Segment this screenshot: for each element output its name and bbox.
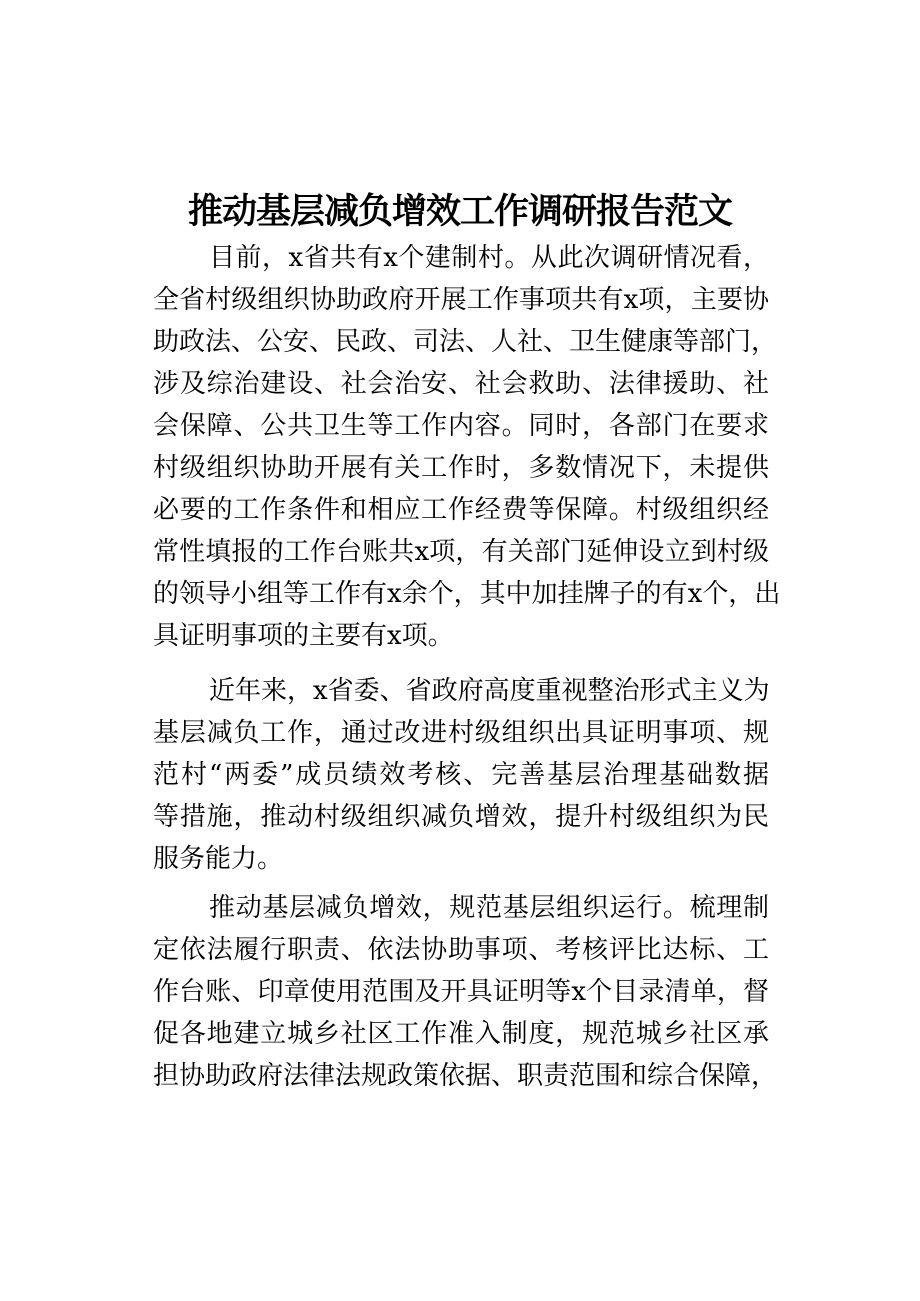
paragraph-line: 村级组织协助开展有关工作时，多数情况下，未提供 [153,453,769,483]
paragraph-line: 会保障、公共卫生等工作内容。同时，各部门在要求 [153,411,769,441]
paragraph-line: 助政法、公安、民政、司法、人社、卫生健康等部门， [153,327,778,357]
paragraph-line: 推动基层减负增效，规范基层组织运行。梳理制 [209,893,769,923]
paragraph-line: 促各地建立城乡社区工作准入制度，规范城乡社区承 [153,1019,769,1049]
paragraph-line: 常性填报的工作台账共x项，有关部门延伸设立到村级 [153,537,769,567]
paragraph-line: 具证明事项的主要有x项。 [153,621,454,651]
paragraph-line: 全省村级组织协助政府开展工作事项共有x项，主要协 [153,285,769,315]
paragraph-line: 服务能力。 [153,844,284,874]
paragraph-line: 定依法履行职责、依法协助事项、考核评比达标、工 [153,935,769,965]
paragraph-2 [153,670,769,880]
document-title: 推动基层减负增效工作调研报告范文 [187,192,732,232]
paragraph-line: 必要的工作条件和相应工作经费等保障。村级组织经 [153,495,769,525]
paragraph-3 [153,887,778,1097]
paragraph-line: 目前，x省共有x个建制村。从此次调研情况看， [209,243,769,273]
paragraph-line: 近年来，x省委、省政府高度重视整治形式主义为 [209,676,770,706]
paragraph-line: 担协助政府法律法规政策依据、职责范围和综合保障， [153,1061,778,1091]
paragraph-1 [153,237,781,657]
paragraph-line: 等措施，推动村级组织减负增效，提升村级组织为民 [153,802,769,832]
paragraph-line: 范村“两委”成员绩效考核、完善基层治理基础数据 [153,760,769,790]
paragraph-line: 涉及综治建设、社会治安、社会救助、法律援助、社 [153,369,769,399]
paragraph-line: 的领导小组等工作有x余个，其中加挂牌子的有x个，出 [153,579,781,609]
paragraph-line: 作台账、印章使用范围及开具证明等x个目录清单，督 [153,977,769,1007]
paragraph-line: 基层减负工作，通过改进村级组织出具证明事项、规 [153,718,769,748]
